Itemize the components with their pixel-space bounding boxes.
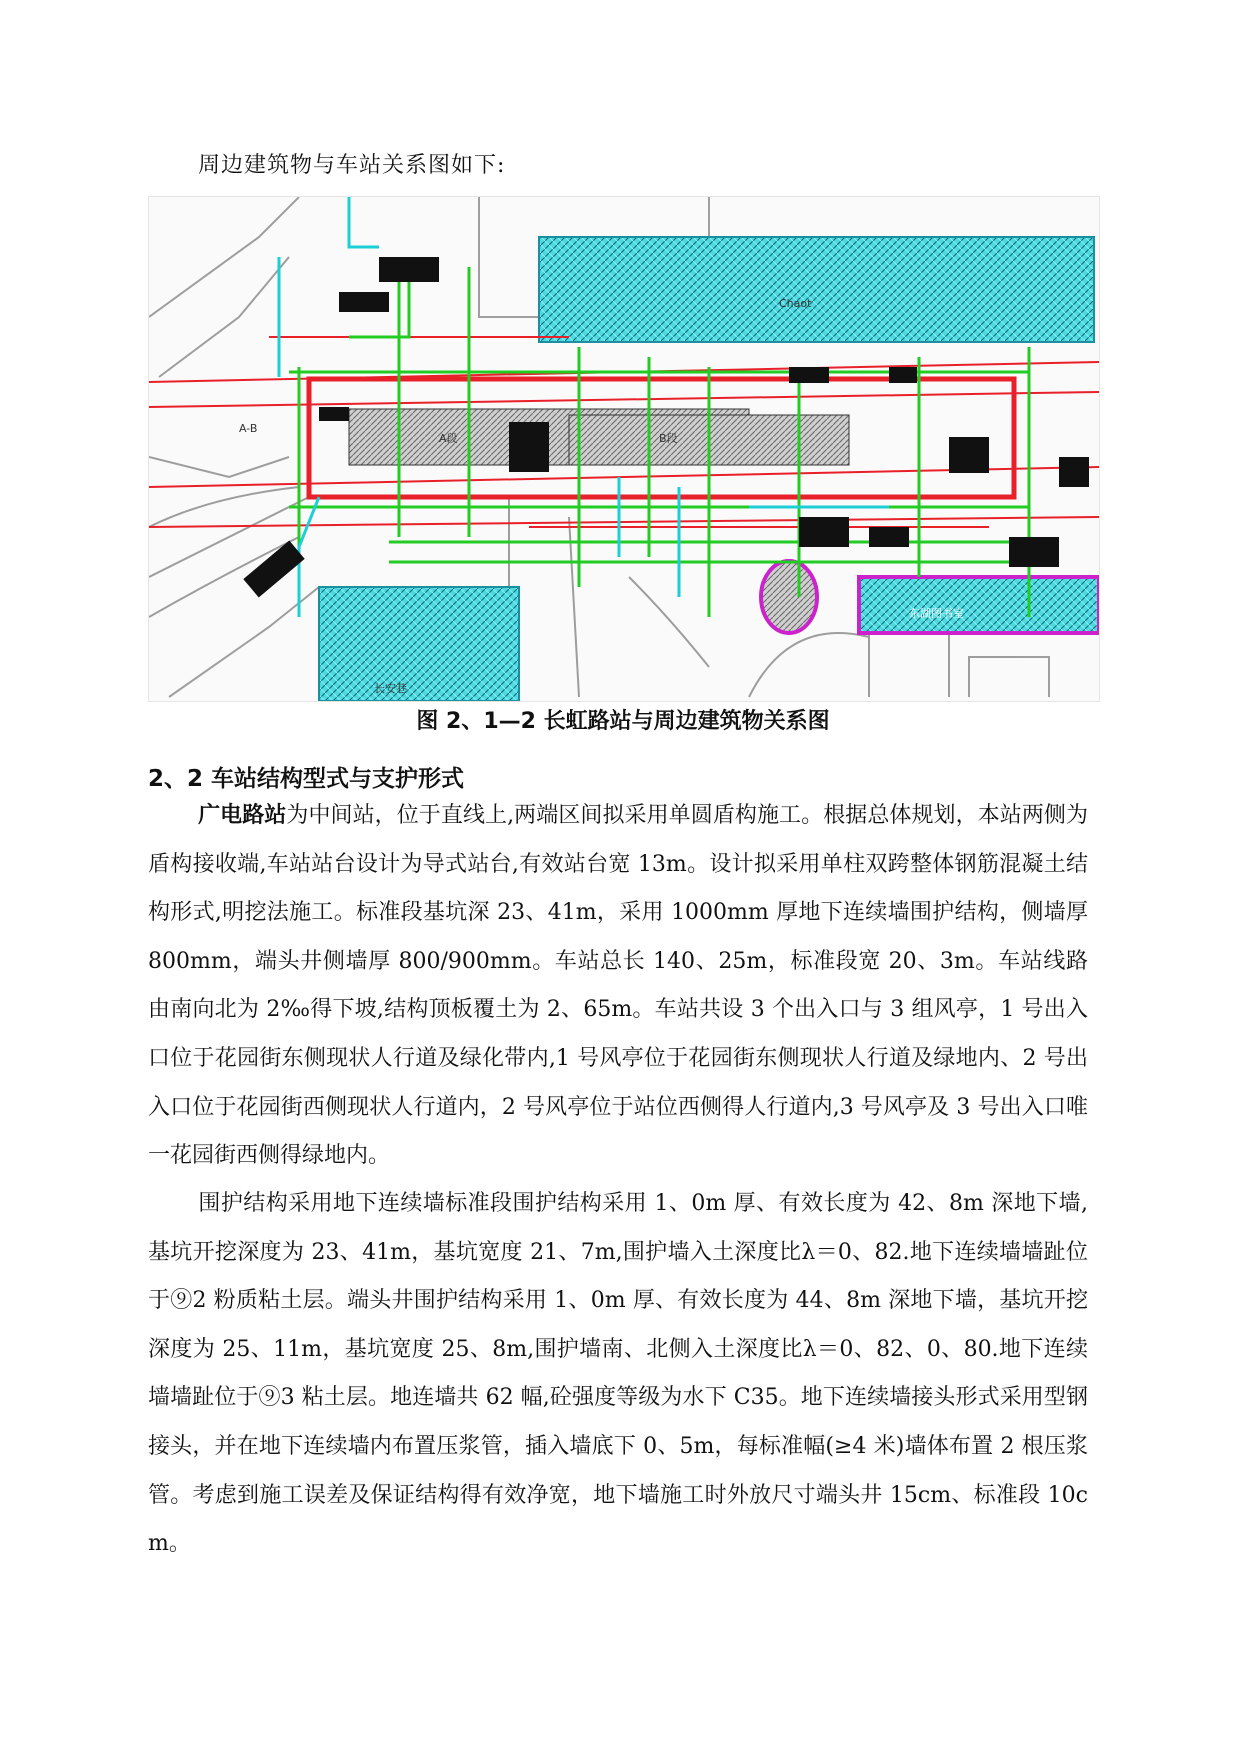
paragraph-1-body: 为中间站，位于直线上,两端区间拟采用单圆盾构施工。根据总体规划，本站两侧为盾构接收端,车站站台设计为导式站台,有效站台宽 13m。设计拟采用单柱双跨整体钢筋混凝土结构形式,明挖法施工。标准段基坑深 23、41m，采用 1000mm 厚地下连续墙围护结构，侧墙厚 800mm，端头井侧墙厚 800/900mm。车站总长 140、25m，标准段宽 20、3m。车站线路由南向北为 2‰得下坡,结构顶板覆土为 2、65m。车站共设 3 个出入口与 3 组风亭，1 号出入口位于花园街东侧现状人行道及绿化带内,1 号风亭位于花园街东侧现状人行道及绿地内、2 号出入口位于花园街西侧现状人行道内，2 号风亭位于站位西侧得人行道内,3 号风亭及 3 号出入口唯一花园街西侧得绿地内。 bbox=[148, 803, 1088, 1169]
plan-label-library: 东湖图书室 bbox=[909, 607, 964, 620]
paragraph-station-overview bbox=[148, 792, 1088, 1181]
plan-label-chaot: Chaot bbox=[779, 297, 812, 310]
section-heading: 2、2 车站结构型式与支护形式 bbox=[148, 766, 465, 792]
station-name-lead: 广电路站 bbox=[198, 803, 287, 828]
paragraph-retaining-structure bbox=[148, 1180, 1088, 1569]
plan-label-lane: 长安巷 bbox=[374, 682, 407, 695]
intro-text: 周边建筑物与车站关系图如下: bbox=[198, 153, 506, 178]
figure-caption: 图 2、1—2 长虹路站与周边建筑物关系图 bbox=[416, 709, 830, 734]
site-plan-figure bbox=[148, 196, 1100, 702]
plan-label-ab: A-B bbox=[239, 422, 258, 435]
plan-label-a: A段 bbox=[439, 432, 458, 445]
paragraph-2-body: 围护结构采用地下连续墙标准段围护结构采用 1、0m 厚、有效长度为 42、8m 深地下墙,基坑开挖深度为 23、41m，基坑宽度 21、7m,围护墙入土深度比λ＝0、82.地下连续墙墙趾位于⑨2 粉质粘土层。端头井围护结构采用 1、0m 厚、有效长度为 44、8m 深地下墙，基坑开挖深度为 25、11m，基坑宽度 25、8m,围护墙南、北侧入土深度比λ＝0、82、0、80.地下连续墙墙趾位于⑨3 粘土层。地连墙共 62 幅,砼强度等级为水下 C35。地下连续墙接头形式采用型钢接头，并在地下连续墙内布置压浆管，插入墙底下 0、5m，每标准幅(≥4 米)墙体布置 2 根压浆管。考虑到施工误差及保证结构得有效净宽，地下墙施工时外放尺寸端头井 15cm、标准段 10cm。 bbox=[148, 1191, 1088, 1557]
site-plan-drawing bbox=[149, 197, 1099, 701]
plan-label-b: B段 bbox=[659, 432, 678, 445]
